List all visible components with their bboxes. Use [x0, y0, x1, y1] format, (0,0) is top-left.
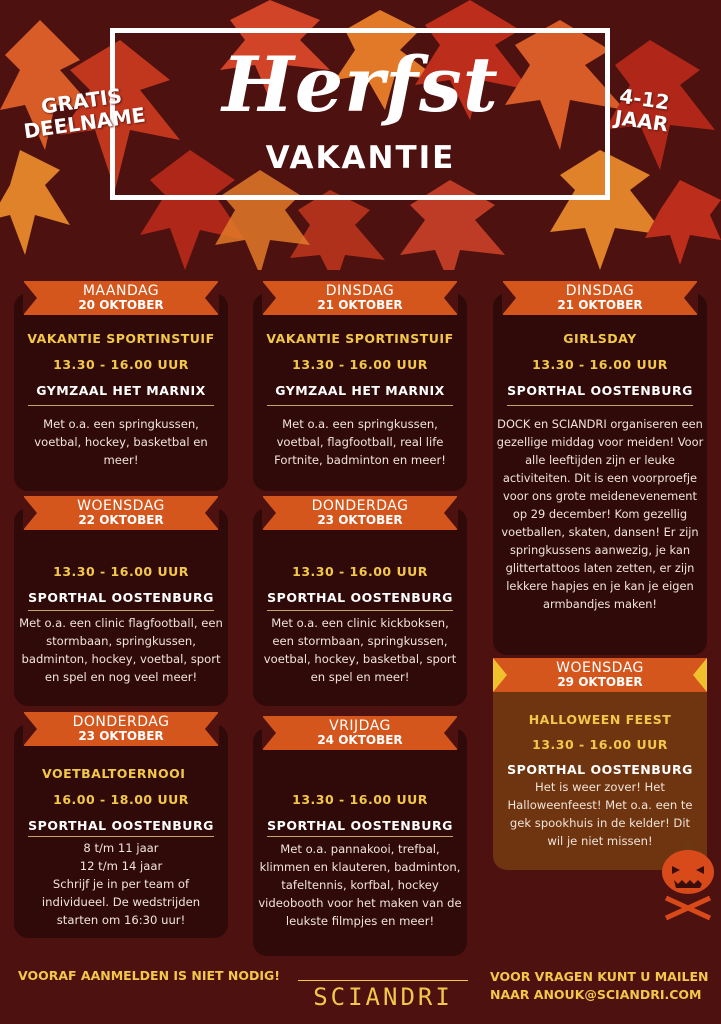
time-label: 13.30 - 16.00 UUR	[292, 792, 428, 807]
divider	[267, 405, 453, 406]
day-ribbon	[24, 281, 218, 315]
date-label: 20 OKTOBER	[78, 298, 164, 312]
badge-free-participation: GRATIS DEELNAME	[22, 83, 147, 144]
divider	[507, 405, 693, 406]
footer-no-registration: VOORAF AANMELDEN IS NIET NODIG!	[18, 968, 280, 983]
age-group-2: 12 t/m 14 jaar	[79, 859, 163, 873]
time-label: 16.00 - 18.00 UUR	[53, 792, 189, 807]
date-label: 21 OKTOBER	[317, 298, 403, 312]
description	[36, 839, 206, 929]
event-card-woensdag-22	[14, 498, 228, 706]
divider	[267, 610, 453, 611]
description: DOCK en SCIANDRI organiseren een gezellige middag voor meiden! Voor alle leeftijden zijn er leuke activiteiten. Dit is een voorproefje voor ons grote meidenevenement op 29 december! Kom gezellig voetballen, skaten, dansen! Er zijn springkussens aanwezig, je kan glittertattoos laten zetten, er zijn lekkere hapjes en je kan je eigen armbandjes maken!	[496, 417, 704, 611]
time-label: 13.30 - 16.00 UUR	[532, 357, 668, 372]
autumn-leaf-icon	[645, 180, 721, 265]
sciandri-logo: SCIANDRI	[298, 980, 468, 1014]
autumn-leaf-icon	[290, 190, 385, 270]
day-ribbon	[503, 281, 697, 315]
page-title: Herfst	[222, 40, 499, 129]
time-label: 13.30 - 16.00 UUR	[292, 564, 428, 579]
pumpkin-icon	[658, 840, 718, 922]
date-label: 29 OKTOBER	[557, 675, 643, 689]
event-card-girlsday	[493, 283, 707, 655]
description: Met o.a. een clinic flagfootball, een stormbaan, springkussen, badminton, hockey, voetbal, sport en spel en nog veel meer!	[19, 616, 223, 684]
event-card-voetbaltoernooi	[14, 714, 228, 938]
location-label: SPORTHAL OOSTENBURG	[267, 818, 453, 833]
description: Met o.a. pannakooi, trefbal, klimmen en klauteren, badminton, tafeltennis, korfbal, hockey videobooth voor het maken van de leukste filmpjes en meer!	[258, 842, 462, 928]
activity-title: GIRLSDAY	[563, 331, 637, 346]
divider	[28, 836, 214, 837]
day-ribbon	[263, 281, 457, 315]
day-label: DONDERDAG	[311, 498, 409, 514]
description: Het is weer zover! Het Halloweenfeest! Met o.a. een te gek spookhuis in de kelder! Dit wil je niet missen!	[507, 780, 693, 848]
footer-contact	[490, 968, 708, 1004]
location-label: SPORTHAL OOSTENBURG	[28, 590, 214, 605]
time-label: 13.30 - 16.00 UUR	[532, 737, 668, 752]
day-ribbon	[24, 712, 218, 746]
day-ribbon	[24, 496, 218, 530]
location-label: SPORTHAL OOSTENBURG	[507, 383, 693, 398]
day-ribbon	[263, 496, 457, 530]
age-group-1: 8 t/m 11 jaar	[83, 841, 159, 855]
divider	[28, 610, 214, 611]
event-card-vrijdag	[253, 718, 467, 956]
date-label: 23 OKTOBER	[78, 729, 164, 743]
date-label: 22 OKTOBER	[78, 513, 164, 527]
time-label: 13.30 - 16.00 UUR	[53, 357, 189, 372]
date-label: 23 OKTOBER	[317, 513, 403, 527]
day-label: MAANDAG	[82, 283, 160, 299]
divider	[267, 836, 453, 837]
contact-email[interactable]: NAAR ANOUK@SCIANDRI.COM	[490, 987, 702, 1002]
day-label: DONDERDAG	[72, 714, 170, 730]
time-label: 13.30 - 16.00 UUR	[53, 564, 189, 579]
badge-age-range: 4-12 JAAR	[613, 83, 671, 137]
description: Met o.a. een clinic kickboksen, een stormbaan, springkussen, voetbal, hockey, basketbal, sport en spel en meer!	[263, 616, 457, 684]
location-label: SPORTHAL OOSTENBURG	[267, 590, 453, 605]
event-card-dinsdag-sportinstuif	[253, 283, 467, 491]
day-ribbon	[263, 716, 457, 750]
time-label: 13.30 - 16.00 UUR	[292, 357, 428, 372]
location-label: SPORTHAL OOSTENBURG	[507, 762, 693, 777]
description: Met o.a. een springkussen, voetbal, hockey, basketbal en meer!	[34, 417, 208, 467]
activity-title: VOETBALTOERNOOI	[42, 766, 186, 781]
contact-line-1: VOOR VRAGEN KUNT U MAILEN	[490, 969, 709, 984]
signup-info: Schrijf je in per team of individueel. De wedstrijden starten om 16:30 uur!	[41, 877, 201, 927]
location-label: GYMZAAL HET MARNIX	[36, 383, 206, 398]
event-card-donderdag-23	[253, 498, 467, 706]
day-label: DINSDAG	[565, 283, 635, 299]
activity-title: VAKANTIE SPORTINSTUIF	[27, 331, 215, 346]
date-label: 21 OKTOBER	[557, 298, 643, 312]
day-label: VRIJDAG	[329, 718, 391, 734]
day-label: WOENSDAG	[556, 660, 644, 676]
activity-title: VAKANTIE SPORTINSTUIF	[266, 331, 454, 346]
day-ribbon	[493, 658, 707, 692]
location-label: GYMZAAL HET MARNIX	[275, 383, 445, 398]
date-label: 24 OKTOBER	[317, 733, 403, 747]
divider	[28, 405, 214, 406]
description: Met o.a. een springkussen, voetbal, flagfootball, real life Fortnite, badminton en meer!	[274, 417, 446, 467]
activity-title: HALLOWEEN FEEST	[528, 712, 672, 727]
event-card-maandag	[14, 283, 228, 491]
page-subtitle: VAKANTIE	[265, 140, 456, 176]
location-label: SPORTHAL OOSTENBURG	[28, 818, 214, 833]
day-label: WOENSDAG	[77, 498, 165, 514]
day-label: DINSDAG	[325, 283, 395, 299]
